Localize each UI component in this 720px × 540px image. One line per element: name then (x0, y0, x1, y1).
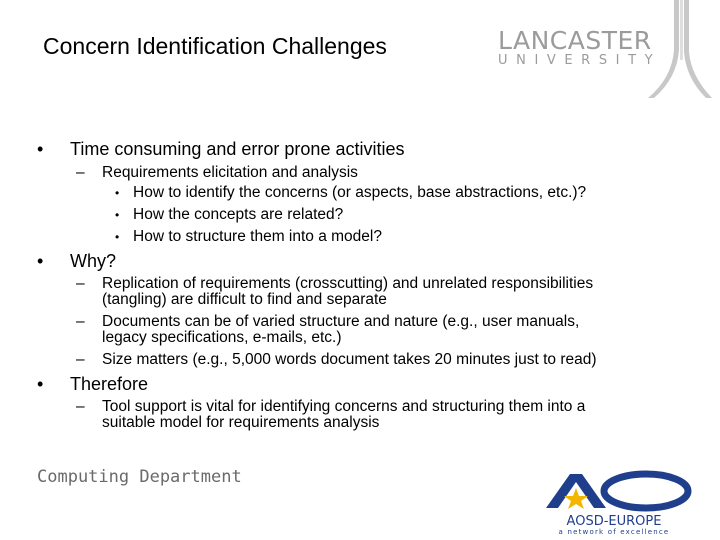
aosd-europe-logo (536, 470, 696, 536)
dash-marker: – (76, 275, 85, 292)
bullet-marker: • (37, 251, 44, 271)
dash-marker: – (76, 164, 85, 181)
aosd-tagline-text: a network of excellence (558, 528, 670, 536)
sub-item-text-line1: Replication of requirements (crosscutting) and unrelated responsibilities (102, 275, 594, 292)
footer-computing-department: Computing Department (37, 467, 242, 487)
sub-item-text-line2: (tangling) are difficult to find and separate (102, 291, 387, 308)
bullet-marker: • (115, 208, 120, 222)
sub-item-text: Requirements elicitation and analysis (102, 164, 358, 181)
sub-item-text: Size matters (e.g., 5,000 words document takes 20 minutes just to read) (102, 351, 597, 368)
bullet-text: Why? (70, 251, 117, 271)
sub-item-text-line1: Tool support is vital for identifying concerns and structuring them into a (102, 398, 586, 415)
aosd-name-text: AOSD-EUROPE (566, 514, 662, 529)
slide-title: Concern Identification Challenges (43, 33, 387, 59)
lancaster-spire-icon (644, 0, 720, 100)
logo-line-university: UNIVERSITY (498, 53, 662, 68)
sub-item-text-line2: suitable model for requirements analysis (102, 414, 380, 431)
bullet-text: Therefore (70, 374, 149, 394)
bullet-text: Time consuming and error prone activities (70, 139, 405, 159)
sub-item-text-line1: Documents can be of varied structure and nature (e.g., user manuals, (102, 313, 580, 330)
logo-line-lancaster: LANCASTER (498, 26, 652, 55)
dash-marker: – (76, 313, 85, 330)
question-text: How to structure them into a model? (133, 228, 382, 245)
lancaster-university-logo (498, 26, 662, 68)
sub-item-text-line2: legacy specifications, e-mails, etc.) (102, 329, 342, 346)
bullet-marker: • (37, 374, 44, 394)
bullet-marker: • (37, 139, 44, 159)
dash-marker: – (76, 398, 85, 415)
dash-marker: – (76, 351, 85, 368)
question-text: How the concepts are related? (133, 206, 344, 223)
bullet-marker: • (115, 186, 120, 200)
question-text: How to identify the concerns (or aspects, base abstractions, etc.)? (133, 184, 587, 201)
bullet-marker: • (115, 230, 120, 244)
